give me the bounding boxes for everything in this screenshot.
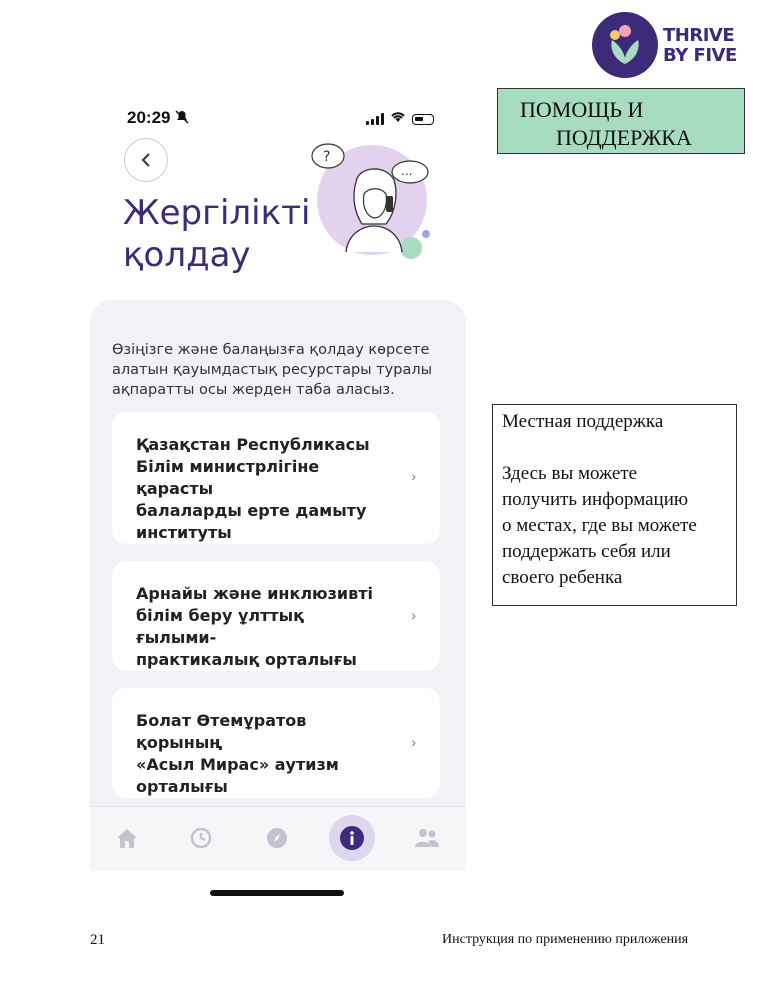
chevron-right-icon: › (411, 607, 416, 623)
compass-icon (265, 826, 289, 850)
info-icon (339, 825, 365, 851)
description-box (492, 404, 737, 606)
list-item[interactable] (112, 688, 440, 798)
section-title-line2: ПОДДЕРЖКА (556, 125, 692, 150)
logo-wordmark: THRIVE BY FIVE (663, 25, 737, 66)
bell-muted-icon (175, 110, 189, 127)
list-item[interactable] (112, 412, 440, 544)
status-time: 20:29 (127, 108, 171, 127)
tab-history[interactable] (186, 823, 216, 853)
description-title: Местная поддержка (502, 411, 664, 432)
signal-icon (366, 113, 384, 125)
svg-text:...: ... (401, 164, 413, 178)
svg-text:?: ? (323, 149, 331, 165)
home-indicator (210, 890, 344, 896)
list-item-label: Қазақстан Республикасы Білім министрлігіне қарасты балаларды ерте дамыту институты (136, 435, 370, 542)
battery-icon (412, 114, 434, 125)
woman-on-phone-illustration (306, 142, 436, 272)
list-item-label: Арнайы және инклюзивті білім беру ұлттық ғылыми- практикалық орталығы (136, 584, 373, 669)
history-icon (189, 826, 213, 850)
intro-text: Өзіңізге және балаңызға қолдау көрсете алатын қауымдастық ресурстары туралы ақпаратты осы жерден таба аласыз. (112, 342, 433, 398)
tab-people[interactable] (412, 823, 442, 853)
logo-emblem-icon (592, 12, 658, 78)
wifi-icon (390, 110, 406, 128)
back-button[interactable] (124, 138, 168, 182)
tab-explore[interactable] (262, 823, 292, 853)
status-icons (366, 110, 434, 128)
section-title-box (497, 88, 745, 154)
tab-info[interactable] (329, 815, 375, 861)
phone-screenshot (90, 100, 466, 900)
people-icon (414, 827, 440, 849)
list-item[interactable] (112, 561, 440, 671)
section-title-line1: ПОМОЩЬ И (520, 97, 644, 122)
tab-home[interactable] (112, 823, 142, 853)
content-panel (90, 300, 466, 806)
page-title: Жергілікті қолдау (123, 193, 311, 275)
chevron-right-icon: › (411, 468, 416, 484)
thrive-by-five-logo (592, 12, 742, 78)
chevron-left-icon (140, 152, 152, 168)
chevron-right-icon: › (411, 734, 416, 750)
list-item-label: Болат Өтемұратов қорының «Асыл Мирас» аутизм орталығы (136, 711, 339, 796)
description-body: Здесь вы можете получить информацию о местах, где вы можете поддержать себя или своего ребенка (502, 463, 697, 588)
footer-text: Инструкция по применению приложения (442, 932, 689, 947)
page-number: 21 (90, 932, 105, 948)
bottom-tab-bar (90, 806, 466, 871)
home-icon (115, 827, 139, 849)
